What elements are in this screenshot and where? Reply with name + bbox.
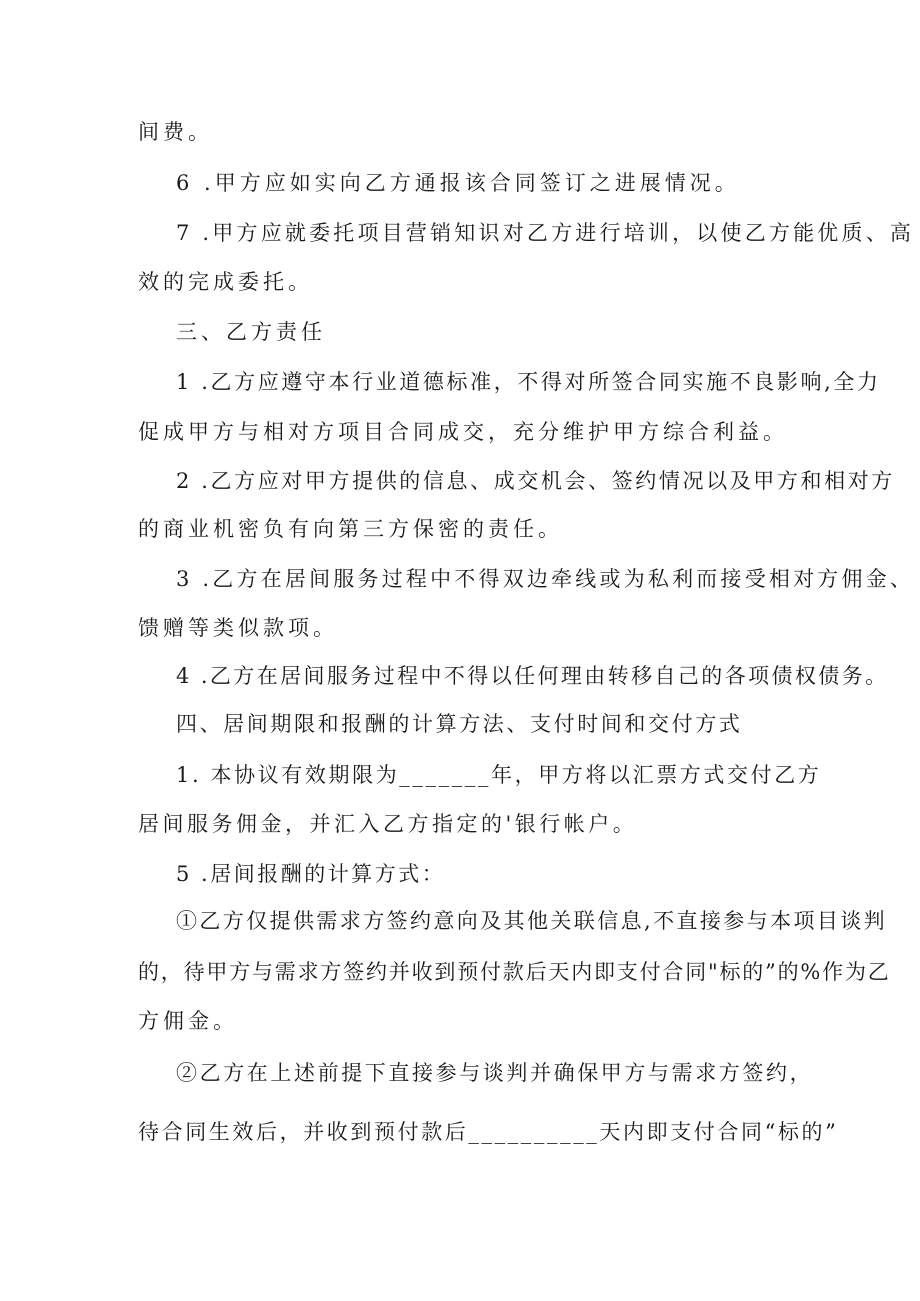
text-line: 1. 本协议有效期限为_______年，甲方将以汇票方式交付乙方 [176,763,822,787]
text-line: 3 .乙方在居间服务过程中不得双边牵线或为私利而接受相对方佣金、 [176,567,915,591]
text-line: 方佣金。 [138,1009,238,1033]
section-heading: 三、乙方责任 [176,320,326,344]
text-line: 居间服务佣金，并汇入乙方指定的'银行帐户。 [138,812,638,836]
text-line: 6 .甲方应如实向乙方通报该合同签订之进展情况。 [176,171,740,195]
text-line: 2 .乙方应对甲方提供的信息、成交机会、签约情况以及甲方和相对方 [176,469,895,493]
text-line: 5 .居间报酬的计算方式： [176,862,446,886]
text-line: 效的完成委托。 [138,270,313,294]
text-line: 间费。 [138,120,213,144]
text-line: ①乙方仅提供需求方签约意向及其他关联信息,不直接参与本项目谈判 [176,909,888,933]
text-line: 馈赠等类似款项。 [138,616,338,640]
text-line: 7 .甲方应就委托项目营销知识对乙方进行培训，以使乙方能优质、高 [176,221,915,245]
text-line: 4 .乙方在居间服务过程中不得以任何理由转移自己的各项债权债务。 [176,664,889,688]
text-line: 待合同生效后，并收到预付款后__________天内即支付合同“标的” [138,1120,839,1144]
text-line: 的，待甲方与需求方签约并收到预付款后天内即支付合同"标的”的%作为乙 [138,960,891,984]
section-heading: 四、居间期限和报酬的计算方法、支付时间和交付方式 [176,712,743,736]
text-line: 促成甲方与相对方项目合同成交，充分维护甲方综合利益。 [138,420,788,444]
text-line: 1 .乙方应遵守本行业道德标准，不得对所签合同实施不良影响,全力 [176,370,881,394]
text-line: ②乙方在上述前提下直接参与谈判并确保甲方与需求方签约， [176,1061,814,1085]
text-line: 的商业机密负有向第三方保密的责任。 [138,517,563,541]
